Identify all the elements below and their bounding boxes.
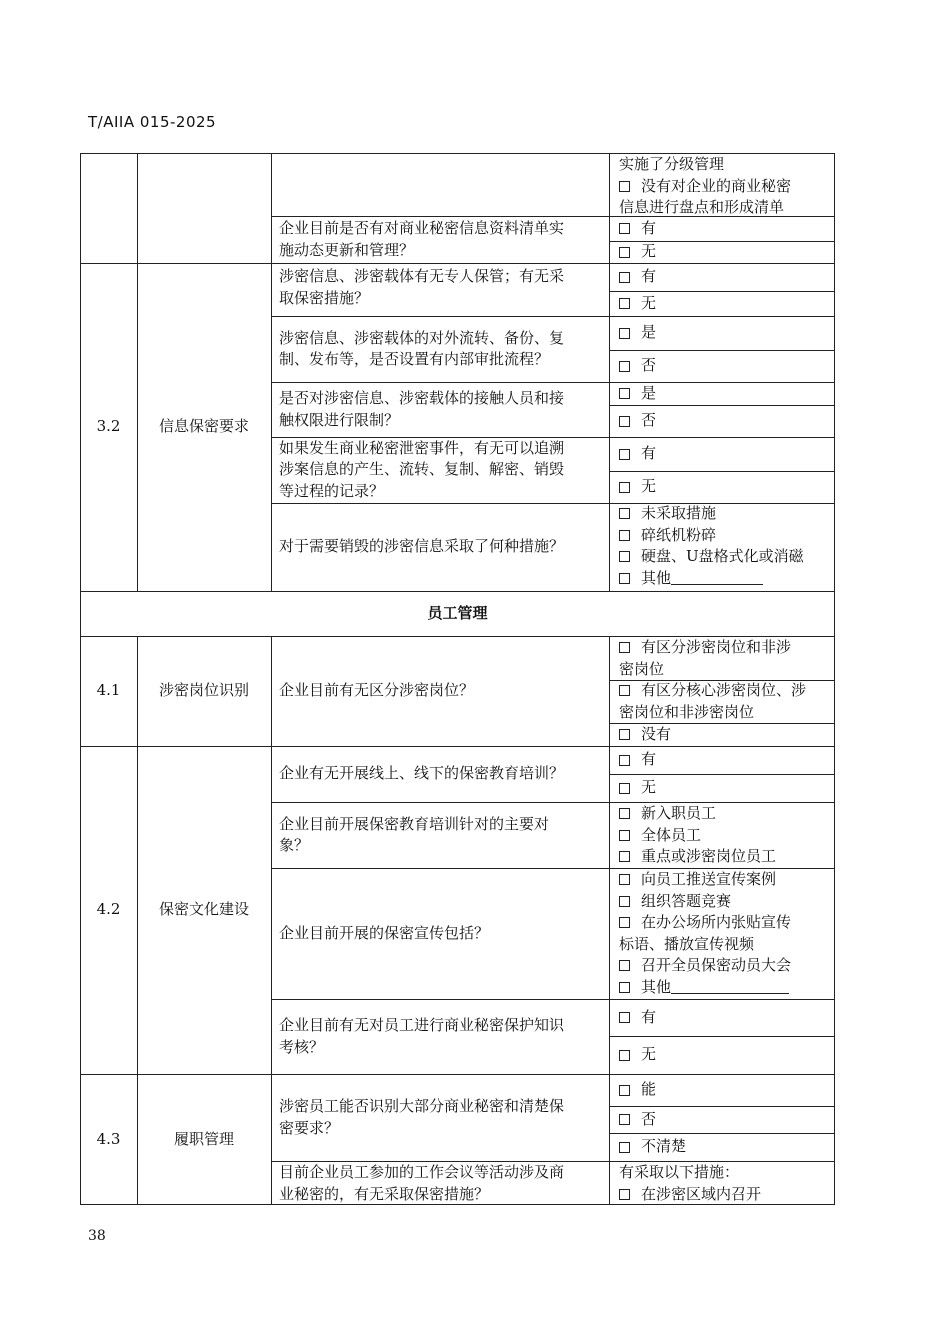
option-item[interactable]: 无 [609, 291, 835, 316]
checkbox[interactable] [619, 917, 630, 928]
checkbox[interactable] [619, 830, 630, 841]
option-item[interactable]: 新入职员工 [619, 803, 835, 825]
question-text: 涉密员工能否识别大部分商业秘密和清楚保 密要求？ [279, 1097, 565, 1137]
section-title: 履职管理 [173, 1129, 234, 1148]
checkbox[interactable] [619, 272, 630, 283]
checkbox[interactable] [619, 960, 630, 971]
option-item[interactable]: 重点或涉密岗位员工 [619, 846, 835, 868]
option-item[interactable]: 有 [609, 999, 835, 1036]
checkbox[interactable] [619, 783, 630, 794]
checkbox[interactable] [619, 874, 630, 885]
option-item[interactable]: 是 [609, 316, 835, 350]
option-item[interactable]: 是 [609, 382, 835, 405]
checkbox[interactable] [619, 449, 630, 460]
option-item[interactable]: 在涉密区域内召开 [619, 1184, 835, 1206]
option-item[interactable]: 无 [609, 241, 835, 263]
checkbox[interactable] [619, 328, 630, 339]
option-item[interactable]: 全体员工 [619, 825, 835, 847]
option-item[interactable]: 有区分核心涉密岗位、涉 密岗位和非涉密岗位 [619, 681, 807, 721]
option-item[interactable]: 有 [609, 437, 835, 471]
question-text: 企业目前有无区分涉密岗位？ [279, 681, 475, 700]
question-text: 涉密信息、涉密载体有无专人保管；有无采 取保密措施？ [279, 267, 565, 307]
section-number: 4.3 [96, 1129, 121, 1148]
option-line: 标语、播放宣传视频 [619, 934, 755, 953]
option-item[interactable]: 碎纸机粉碎 [619, 525, 835, 547]
option-item[interactable]: 向员工推送宣传案例 [619, 869, 835, 891]
option-list [609, 503, 835, 589]
option-item[interactable]: 能 [609, 1074, 835, 1106]
checkbox[interactable] [619, 361, 630, 372]
checkbox[interactable] [619, 729, 630, 740]
option-item[interactable]: 其他 [619, 568, 835, 590]
checkbox[interactable] [619, 508, 630, 519]
checklist-table [80, 153, 835, 1205]
option-item[interactable]: 没有 [609, 723, 835, 746]
option-item[interactable]: 不清楚 [609, 1133, 835, 1161]
option-item[interactable]: 未采取措施 [619, 503, 835, 525]
checkbox[interactable] [619, 482, 630, 493]
option-item[interactable]: 有 [609, 216, 835, 241]
checkbox[interactable] [619, 755, 630, 766]
option-item[interactable]: 无 [609, 471, 835, 503]
option-item[interactable]: 无 [609, 1036, 835, 1074]
section-title: 保密文化建设 [158, 900, 249, 919]
question-text: 企业目前是否有对商业秘密信息资料清单实 施动态更新和管理？ [279, 219, 565, 259]
fill-in-blank[interactable] [671, 570, 763, 585]
question-text: 企业目前开展保密教育培训针对的主要对 象？ [279, 814, 550, 854]
checkbox[interactable] [619, 416, 630, 427]
option-item[interactable]: 在办公场所内张贴宣传 [619, 912, 835, 934]
option-line: 实施了分级管理 [619, 155, 725, 173]
checkbox[interactable] [619, 1114, 630, 1125]
checkbox[interactable] [619, 223, 630, 234]
checkbox[interactable] [619, 642, 630, 653]
section-heading: 员工管理 [427, 603, 488, 622]
fill-in-blank[interactable] [671, 979, 789, 994]
option-label: 没有对企业的商业秘密 [641, 176, 792, 195]
section-number: 3.2 [96, 417, 121, 436]
option-text [609, 154, 835, 219]
question-text: 涉密信息、涉密载体的对外流转、备份、复 制、发布等，是否设置有内部审批流程？ [279, 328, 565, 368]
question-text: 是否对涉密信息、涉密载体的接触人员和接 触权限进行限制？ [279, 389, 565, 429]
checkbox[interactable] [619, 247, 630, 258]
question-text: 目前企业员工参加的工作会议等活动涉及商 业秘密的，有无采取保密措施？ [279, 1163, 565, 1203]
page-number: 38 [88, 1228, 106, 1244]
option-item[interactable]: 有区分涉密岗位和非涉 密岗位 [619, 638, 792, 678]
option-item[interactable]: 组织答题竞赛 [619, 891, 835, 913]
checkbox[interactable] [619, 573, 630, 584]
option-item[interactable]: 否 [609, 350, 835, 382]
section-title: 涉密岗位识别 [158, 681, 249, 700]
option-item[interactable]: 硬盘、U盘格式化或消磁 [619, 546, 835, 568]
checkbox[interactable] [619, 181, 630, 192]
option-line: 有采取以下措施： [619, 1163, 740, 1181]
question-text: 企业目前开展的保密宣传包括？ [279, 923, 490, 942]
section-number: 4.2 [96, 900, 121, 919]
checkbox[interactable] [619, 1085, 630, 1096]
checkbox[interactable] [619, 896, 630, 907]
option-item[interactable]: 有 [609, 746, 835, 774]
question-text: 企业目前有无对员工进行商业秘密保护知识 考核？ [279, 1016, 565, 1056]
checkbox[interactable] [619, 1012, 630, 1023]
checkbox[interactable] [619, 1050, 630, 1061]
checkbox[interactable] [619, 530, 630, 541]
question-text: 如果发生商业秘密泄密事件，有无可以追溯 涉案信息的产生、流转、复制、解密、销毁 等过程的记录？ [279, 438, 565, 500]
checkbox[interactable] [619, 685, 630, 696]
checkbox[interactable] [619, 388, 630, 399]
question-text: 企业有无开展线上、线下的保密教育培训？ [279, 764, 565, 783]
standard-code: T/AIIA 015-2025 [88, 113, 217, 131]
section-title: 信息保密要求 [158, 417, 249, 436]
checkbox[interactable] [619, 851, 630, 862]
checkbox[interactable] [619, 1189, 630, 1200]
checkbox[interactable] [619, 808, 630, 819]
option-list [609, 803, 835, 868]
option-item[interactable]: 召开全员保密动员大会 [619, 955, 835, 977]
option-item[interactable]: 其他 [619, 977, 835, 999]
option-list [609, 1162, 835, 1205]
section-number: 4.1 [96, 681, 121, 700]
question-text: 对于需要销毁的涉密信息采取了何种措施？ [279, 537, 565, 556]
option-item[interactable]: 有 [609, 263, 835, 291]
checkbox[interactable] [619, 982, 630, 993]
option-item[interactable]: 无 [609, 774, 835, 802]
checkbox[interactable] [619, 1142, 630, 1153]
option-item[interactable]: 否 [609, 405, 835, 437]
checkbox[interactable] [619, 551, 630, 562]
checkbox[interactable] [619, 298, 630, 309]
option-list [609, 869, 835, 998]
option-line: 信息进行盘点和形成清单 [619, 198, 785, 216]
option-item[interactable]: 否 [609, 1106, 835, 1133]
